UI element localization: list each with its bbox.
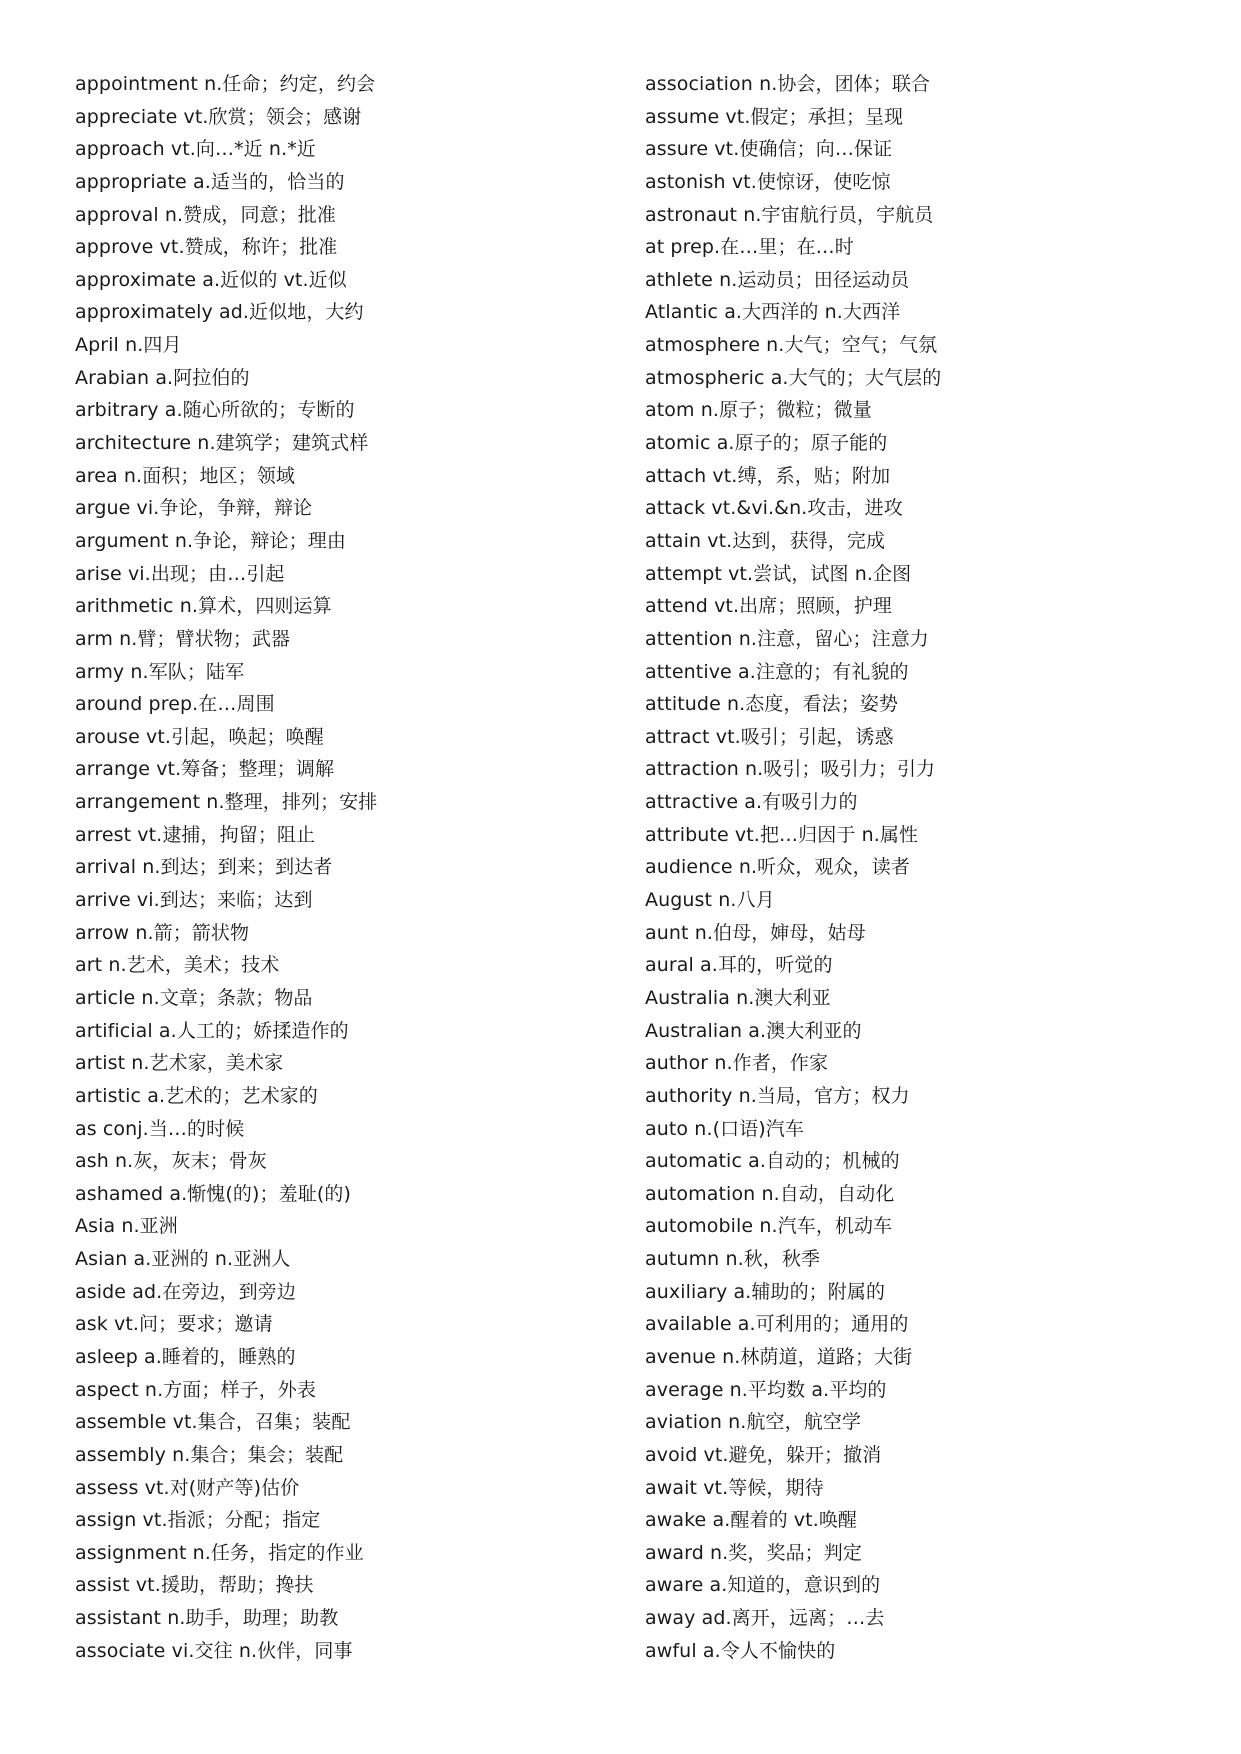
vocabulary-entry: audience n.听众，观众，读者 bbox=[645, 856, 910, 879]
vocabulary-entry: automation n.自动，自动化 bbox=[645, 1182, 895, 1205]
vocabulary-entry: atomic a.原子的；原子能的 bbox=[645, 432, 888, 455]
vocabulary-entry: architecture n.建筑学；建筑式样 bbox=[75, 432, 369, 455]
left-vocabulary-column bbox=[75, 68, 595, 1667]
vocabulary-entry: ash n.灰，灰末；骨灰 bbox=[75, 1150, 268, 1173]
vocabulary-entry: art n.艺术，美术；技术 bbox=[75, 954, 280, 977]
vocabulary-entry: ask vt.问；要求；邀请 bbox=[75, 1313, 273, 1336]
vocabulary-entry: assistant n.助手，助理；助教 bbox=[75, 1607, 339, 1630]
right-vocabulary-column bbox=[645, 68, 1185, 1667]
vocabulary-entry: ashamed a.惭愧(的)；羞耻(的) bbox=[75, 1182, 351, 1205]
vocabulary-entry: army n.军队；陆军 bbox=[75, 660, 245, 683]
vocabulary-entry: Arabian a.阿拉伯的 bbox=[75, 366, 250, 389]
vocabulary-entry: arrival n.到达；到来；到达者 bbox=[75, 856, 333, 879]
vocabulary-entry: at prep.在…里；在…时 bbox=[645, 236, 854, 259]
vocabulary-entry: aware a.知道的，意识到的 bbox=[645, 1574, 881, 1597]
vocabulary-entry: artistic a.艺术的；艺术家的 bbox=[75, 1084, 318, 1107]
vocabulary-entry: auto n.(口语)汽车 bbox=[645, 1117, 805, 1140]
vocabulary-entry: asleep a.睡着的，睡熟的 bbox=[75, 1345, 296, 1368]
vocabulary-entry: aspect n.方面；样子，外表 bbox=[75, 1378, 317, 1401]
vocabulary-entry: area n.面积；地区；领域 bbox=[75, 464, 295, 487]
vocabulary-entry: approximately ad.近似地，大约 bbox=[75, 301, 364, 324]
vocabulary-entry: attend vt.出席；照顾，护理 bbox=[645, 595, 892, 618]
vocabulary-entry: attempt vt.尝试，试图 n.企图 bbox=[645, 562, 912, 585]
vocabulary-entry: arrow n.箭；箭状物 bbox=[75, 921, 250, 944]
vocabulary-entry: autumn n.秋，秋季 bbox=[645, 1248, 821, 1271]
vocabulary-entry: aside ad.在旁边，到旁边 bbox=[75, 1280, 296, 1303]
vocabulary-entry: Asian a.亚洲的 n.亚洲人 bbox=[75, 1248, 291, 1271]
vocabulary-entry: assembly n.集合；集会；装配 bbox=[75, 1443, 344, 1466]
vocabulary-entry: Atlantic a.大西洋的 n.大西洋 bbox=[645, 301, 901, 324]
vocabulary-entry: atmospheric a.大气的；大气层的 bbox=[645, 366, 942, 389]
vocabulary-entry: attack vt.&vi.&n.攻击，进攻 bbox=[645, 497, 903, 520]
vocabulary-entry: attentive a.注意的；有礼貌的 bbox=[645, 660, 909, 683]
vocabulary-entry: arbitrary a.随心所欲的；专断的 bbox=[75, 399, 355, 422]
vocabulary-entry: aviation n.航空，航空学 bbox=[645, 1411, 862, 1434]
vocabulary-entry: appreciate vt.欣赏；领会；感谢 bbox=[75, 105, 362, 128]
vocabulary-entry: approve vt.赞成，称许；批准 bbox=[75, 236, 338, 259]
vocabulary-entry: arrange vt.筹备；整理；调解 bbox=[75, 758, 335, 781]
vocabulary-entry: arise vi.出现；由…引起 bbox=[75, 562, 285, 585]
vocabulary-entry: assemble vt.集合，召集；装配 bbox=[75, 1411, 351, 1434]
vocabulary-entry: artist n.艺术家，美术家 bbox=[75, 1052, 284, 1075]
vocabulary-entry: avenue n.林荫道，道路；大街 bbox=[645, 1345, 913, 1368]
vocabulary-entry: automatic a.自动的；机械的 bbox=[645, 1150, 900, 1173]
vocabulary-entry: around prep.在…周围 bbox=[75, 693, 275, 716]
vocabulary-entry: available a.可利用的；通用的 bbox=[645, 1313, 909, 1336]
vocabulary-entry: await vt.等候，期待 bbox=[645, 1476, 824, 1499]
vocabulary-entry: appropriate a.适当的，恰当的 bbox=[75, 170, 345, 193]
vocabulary-entry: as conj.当…的时候 bbox=[75, 1117, 245, 1140]
vocabulary-entry: associate vi.交往 n.伙伴，同事 bbox=[75, 1639, 353, 1662]
vocabulary-entry: arithmetic n.算术，四则运算 bbox=[75, 595, 332, 618]
vocabulary-entry: artificial a.人工的；娇揉造作的 bbox=[75, 1019, 349, 1042]
vocabulary-entry: attraction n.吸引；吸引力；引力 bbox=[645, 758, 936, 781]
vocabulary-entry: attain vt.达到，获得，完成 bbox=[645, 529, 886, 552]
vocabulary-entry: arouse vt.引起，唤起；唤醒 bbox=[75, 725, 324, 748]
vocabulary-entry: approval n.赞成，同意；批准 bbox=[75, 203, 336, 226]
vocabulary-entry: approach vt.向…*近 n.*近 bbox=[75, 138, 316, 161]
vocabulary-entry: attention n.注意，留心；注意力 bbox=[645, 627, 929, 650]
vocabulary-entry: assign vt.指派；分配；指定 bbox=[75, 1509, 321, 1532]
vocabulary-entry: attractive a.有吸引力的 bbox=[645, 791, 858, 814]
vocabulary-entry: awful a.令人不愉快的 bbox=[645, 1639, 836, 1662]
vocabulary-entry: award n.奖，奖品；判定 bbox=[645, 1541, 862, 1564]
vocabulary-entry: author n.作者，作家 bbox=[645, 1052, 829, 1075]
vocabulary-entry: Australian a.澳大利亚的 bbox=[645, 1019, 862, 1042]
vocabulary-entry: assure vt.使确信；向…保证 bbox=[645, 138, 893, 161]
vocabulary-entry: attribute vt.把…归因于 n.属性 bbox=[645, 823, 919, 846]
vocabulary-entry: approximate a.近似的 vt.近似 bbox=[75, 268, 347, 291]
vocabulary-entry: away ad.离开，远离；…去 bbox=[645, 1607, 885, 1630]
vocabulary-entry: astronaut n.宇宙航行员，宇航员 bbox=[645, 203, 934, 226]
vocabulary-entry: article n.文章；条款；物品 bbox=[75, 986, 313, 1009]
vocabulary-entry: attach vt.缚，系，贴；附加 bbox=[645, 464, 891, 487]
vocabulary-entry: arrest vt.逮捕，拘留；阻止 bbox=[75, 823, 316, 846]
vocabulary-entry: atmosphere n.大气；空气；气氛 bbox=[645, 334, 938, 357]
vocabulary-entry: authority n.当局，官方；权力 bbox=[645, 1084, 910, 1107]
vocabulary-entry: Australia n.澳大利亚 bbox=[645, 986, 831, 1009]
vocabulary-entry: assess vt.对(财产等)估价 bbox=[75, 1476, 300, 1499]
vocabulary-entry: awake a.醒着的 vt.唤醒 bbox=[645, 1509, 858, 1532]
vocabulary-entry: aural a.耳的，听觉的 bbox=[645, 954, 833, 977]
vocabulary-entry: assume vt.假定；承担；呈现 bbox=[645, 105, 904, 128]
vocabulary-entry: athlete n.运动员；田径运动员 bbox=[645, 268, 910, 291]
vocabulary-entry: argue vi.争论，争辩，辩论 bbox=[75, 497, 313, 520]
vocabulary-entry: assist vt.援助，帮助；搀扶 bbox=[75, 1574, 314, 1597]
vocabulary-entry: avoid vt.避免，躲开；撤消 bbox=[645, 1443, 882, 1466]
vocabulary-entry: aunt n.伯母，婶母，姑母 bbox=[645, 921, 866, 944]
vocabulary-entry: auxiliary a.辅助的；附属的 bbox=[645, 1280, 886, 1303]
vocabulary-entry: Asia n.亚洲 bbox=[75, 1215, 178, 1238]
vocabulary-entry: association n.协会，团体；联合 bbox=[645, 73, 931, 95]
vocabulary-entry: arrangement n.整理，排列；安排 bbox=[75, 791, 378, 814]
vocabulary-entry: August n.八月 bbox=[645, 889, 775, 912]
vocabulary-entry: arm n.臂；臂状物；武器 bbox=[75, 627, 291, 650]
vocabulary-entry: attitude n.态度，看法；姿势 bbox=[645, 693, 899, 716]
vocabulary-entry: astonish vt.使惊讶，使吃惊 bbox=[645, 170, 891, 193]
vocabulary-entry: automobile n.汽车，机动车 bbox=[645, 1215, 893, 1238]
vocabulary-entry: argument n.争论，辩论；理由 bbox=[75, 529, 346, 552]
vocabulary-entry: average n.平均数 a.平均的 bbox=[645, 1378, 887, 1401]
vocabulary-entry: April n.四月 bbox=[75, 334, 182, 357]
vocabulary-entry: assignment n.任务，指定的作业 bbox=[75, 1541, 364, 1564]
vocabulary-entry: atom n.原子；微粒；微量 bbox=[645, 399, 872, 422]
vocabulary-entry: arrive vi.到达；来临；达到 bbox=[75, 889, 313, 912]
vocabulary-entry: appointment n.任命；约定，约会 bbox=[75, 73, 376, 95]
vocabulary-entry: attract vt.吸引；引起，诱惑 bbox=[645, 725, 894, 748]
